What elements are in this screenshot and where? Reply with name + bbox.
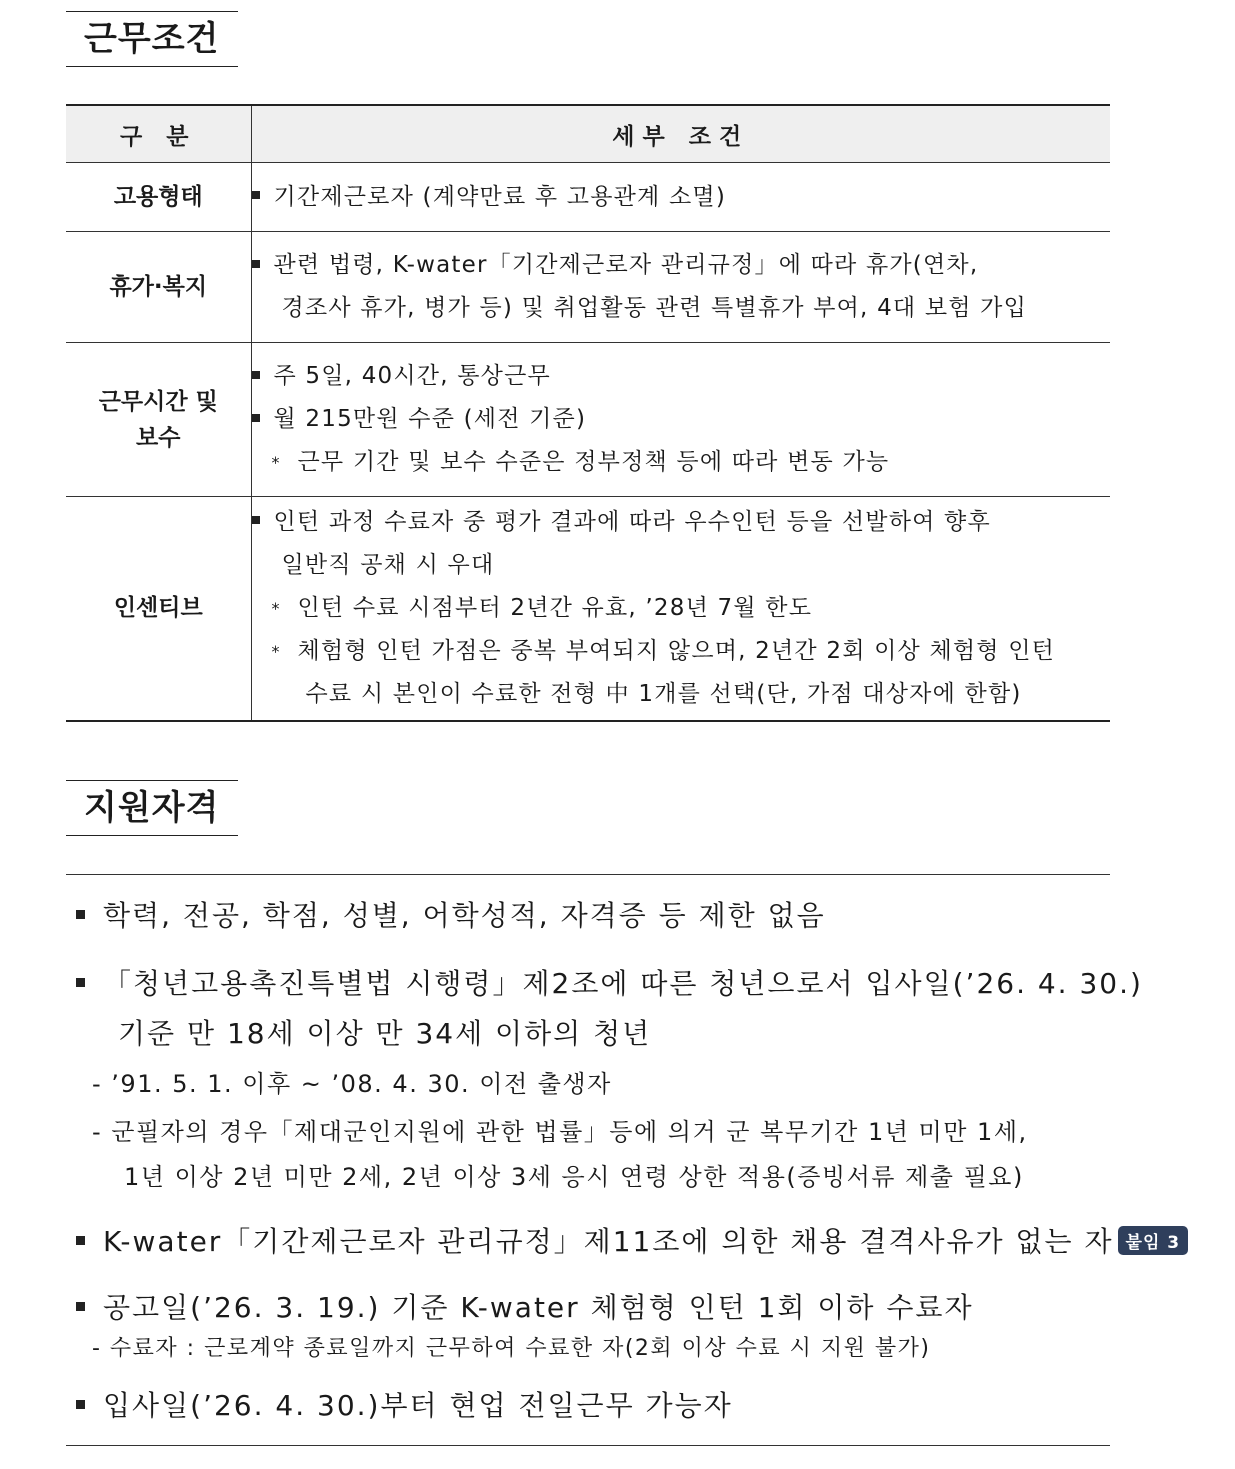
row-detail: 관련 법령, K-water「기간제근로자 관리규정」에 따라 휴가(연차, 경조사 휴가, 병가 등) 및 취업활동 관련 특별휴가 부여, 4대 보험 가입 (251, 232, 1110, 343)
asterisk-icon: * (271, 598, 280, 618)
bullet-icon (252, 516, 260, 524)
eligibility-sub-military-cont: 1년 이상 2년 미만 2세, 2년 이상 3세 응시 연령 상한 적용(증빙서류 제출 필요) (124, 1163, 1024, 1191)
bullet-icon (252, 371, 260, 379)
divider (66, 874, 1110, 875)
eligibility-item-youth: 「청년고용촉진특별법 시행령」제2조에 따른 청년으로서 입사일(’26. 4. 30.) (76, 962, 1143, 1002)
table-row (66, 232, 1110, 343)
eligibility-sub-birthdate: - ’91. 5. 1. 이후 ~ ’08. 4. 30. 이전 출생자 (92, 1070, 612, 1098)
eligibility-sub-military: - 군필자의 경우「제대군인지원에 관한 법률」등에 의거 군 복무기간 1년 미만 1세, (92, 1118, 1028, 1146)
row-label-hours-pay: 근무시간 및 보수 (66, 343, 251, 497)
bullet-icon (76, 978, 85, 987)
header-category: 구 분 (66, 105, 251, 163)
asterisk-icon: * (271, 641, 280, 661)
bullet-icon (76, 1236, 85, 1245)
bullet-icon (252, 414, 260, 422)
attachment-badge: 붙임 3 (1118, 1226, 1189, 1255)
bullet-icon (252, 191, 260, 199)
eligibility-sub-completion: - 수료자 : 근로계약 종료일까지 근무하여 수료한 자(2회 이상 수료 시 지원 불가) (92, 1336, 931, 1361)
bullet-icon (76, 1302, 85, 1311)
table-row (66, 343, 1110, 497)
eligibility-item-fulltime: 입사일(’26. 4. 30.)부터 현업 전일근무 가능자 (76, 1384, 733, 1424)
row-detail: 인턴 과정 수료자 중 평가 결과에 따라 우수인턴 등을 선발하여 향후 일반직 공채 시 우대 * 인턴 수료 시점부터 2년간 유효, ’28년 7월 한도 * 체험형 인턴 가점은 중복 부여되지 않으며, 2년간 2회 이상 체험형 인턴 수료 시 본인이 수료한 전형 中 1개를 선택(단, 가점 대상자에 한함) (251, 497, 1110, 721)
asterisk-icon: * (271, 453, 280, 472)
table-header-row (66, 105, 1110, 163)
row-detail: 기간제근로자 (계약만료 후 고용관계 소멸) (251, 163, 1110, 232)
work-conditions-table (66, 104, 1110, 722)
row-detail: 주 5일, 40시간, 통상근무 월 215만원 수준 (세전 기준) * 근무 기간 및 보수 수준은 정부정책 등에 따라 변동 가능 (251, 343, 1110, 497)
eligibility-item-youth-cont: 기준 만 18세 이상 만 34세 이하의 청년 (118, 1017, 652, 1050)
row-label-employment-type: 고용형태 (66, 163, 251, 232)
divider (66, 1445, 1110, 1446)
bullet-icon (76, 910, 85, 919)
row-label-leave-welfare: 휴가·복지 (66, 232, 251, 343)
section-title-eligibility: 지원자격 (66, 780, 238, 836)
eligibility-item-no-restrictions: 학력, 전공, 학점, 성별, 어학성적, 자격증 등 제한 없음 (76, 894, 826, 934)
section-title-work-conditions: 근무조건 (66, 11, 238, 67)
header-details: 세부 조건 (251, 105, 1110, 163)
table-row (66, 497, 1110, 721)
eligibility-item-internship-count: 공고일(’26. 3. 19.) 기준 K-water 체험형 인턴 1회 이하 수료자 (76, 1286, 974, 1326)
bullet-icon (76, 1400, 85, 1409)
eligibility-item-disqualification: K-water「기간제근로자 관리규정」제11조에 의한 채용 결격사유가 없는 자 붙임 3 (76, 1220, 1188, 1260)
row-label-incentive: 인센티브 (66, 497, 251, 721)
table-row (66, 163, 1110, 232)
bullet-icon (252, 260, 260, 268)
